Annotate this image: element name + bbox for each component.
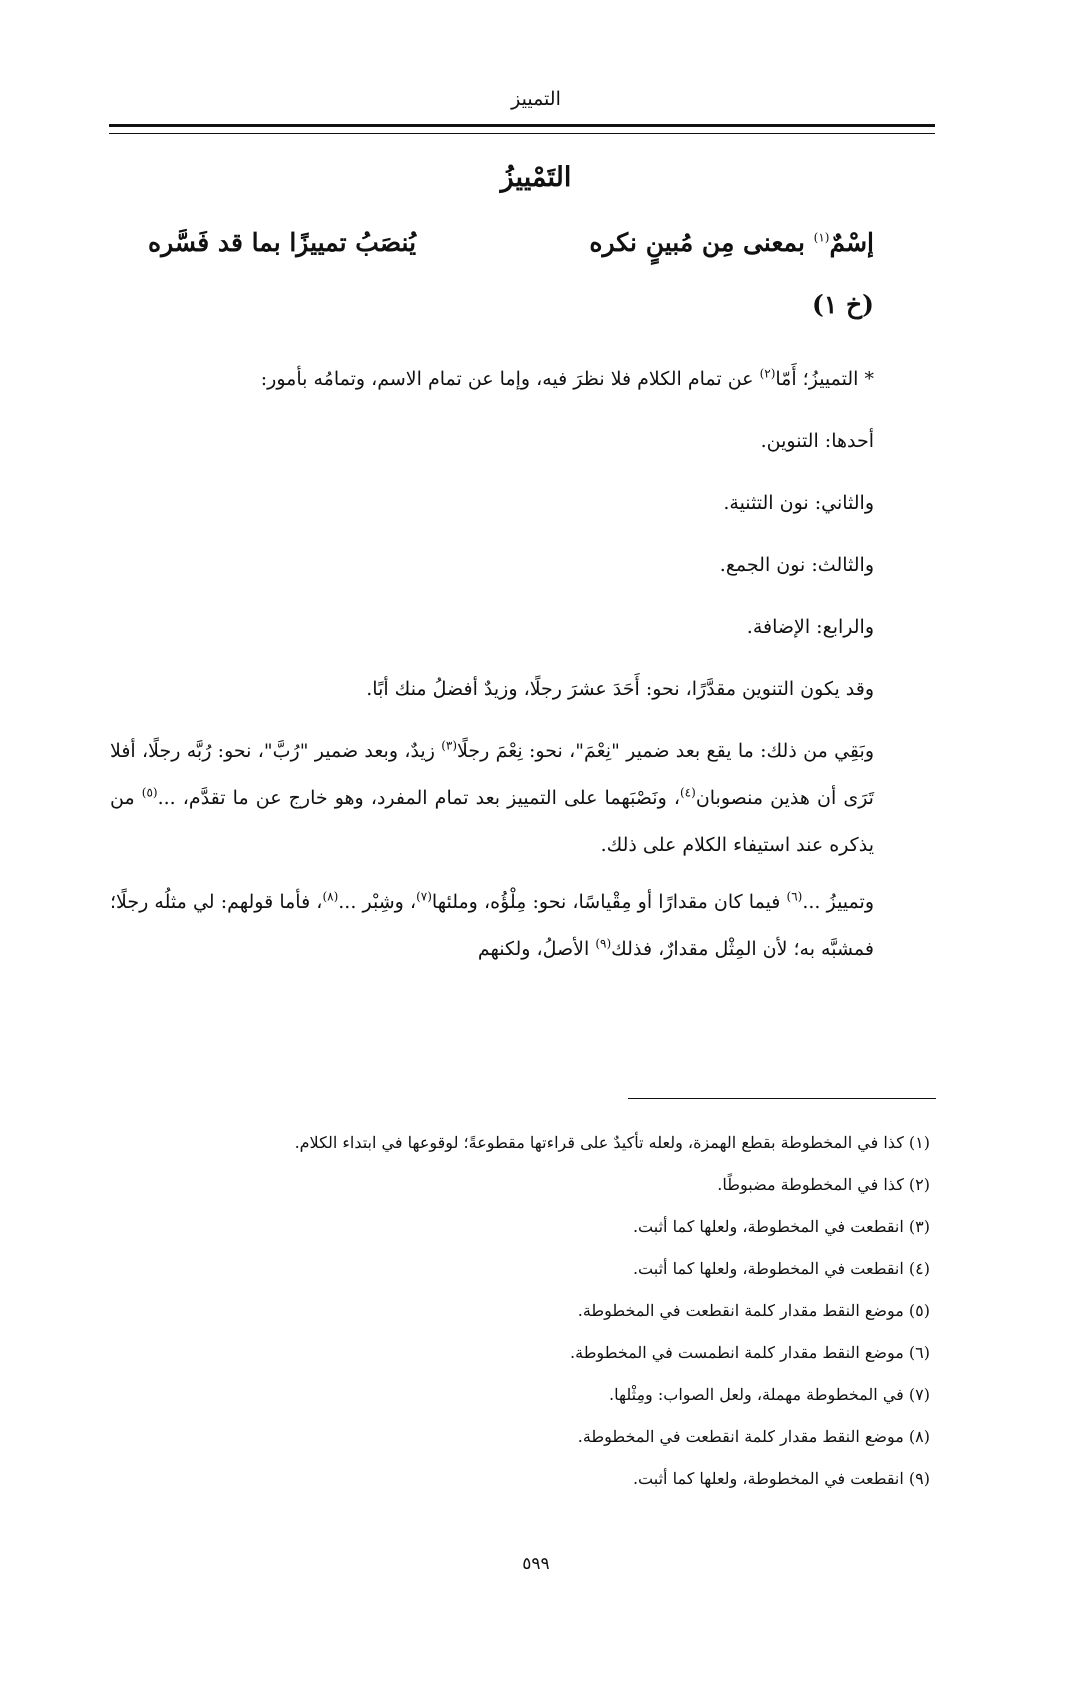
- verse-hemistich-1: [589, 228, 874, 257]
- verse-hemistich-1-rest: بمعنى مِن مُبينٍ نكره: [589, 228, 805, 257]
- footnote-8: (٨) موضع النقط مقدار كلمة انقطعت في المخطوطة.: [577, 1427, 930, 1446]
- paragraph-4: والثالث: نون الجمع.: [719, 554, 874, 576]
- paragraph-8-text-b: فيما كان مقدارًا أو مِقْياسًا، نحو: مِلْؤُه، وملئها: [431, 891, 787, 913]
- paragraph-8-text-d: ، فأما قولهم: لي مثلُه رجلًا؛ فمشبَّه به؛ لأن المِثْل مقدارٌ، فذلك: [110, 891, 874, 960]
- footnote-separator: [628, 1098, 936, 1099]
- paragraph-7-text-c: ، ونَصْبَهما على التمييز بعد تمام المفرد، وهو خارج عن ما تقدَّم، ...: [157, 787, 680, 809]
- footnote-9: (٩) انقطعت في المخطوطة، ولعلها كما أثبت.: [632, 1469, 930, 1488]
- footnote-ref-1: (١): [813, 230, 830, 245]
- footnote-ref-8: (٨): [322, 889, 339, 904]
- footnote-4: (٤) انقطعت في المخطوطة، ولعلها كما أثبت.: [632, 1259, 930, 1278]
- running-head: التمييز: [511, 88, 561, 110]
- footnote-6: (٦) موضع النقط مقدار كلمة انطمست في المخطوطة.: [570, 1343, 930, 1362]
- header-rule-thick: [109, 124, 935, 127]
- footnote-3: (٣) انقطعت في المخطوطة، ولعلها كما أثبت.: [632, 1217, 930, 1236]
- paragraph-7: [110, 728, 874, 869]
- footnotes: [110, 1122, 930, 1500]
- footnote-ref-5: (٥): [141, 785, 158, 800]
- paragraph-7-text-d: من يذكره عند استيفاء الكلام على ذلك.: [110, 787, 874, 856]
- footnote-2: (٢) كذا في المخطوطة مضبوطًا.: [717, 1175, 930, 1194]
- verse-first-word: إسْمٌ: [829, 228, 874, 257]
- footnote-5: (٥) موضع النقط مقدار كلمة انقطعت في المخطوطة.: [577, 1301, 930, 1320]
- paragraph-7-text-b: زيدٌ، وبعد ضمير "رُبَّ"، نحو: رُبَّه رجلًا، أفلا تَرَى أن هذين منصوبان: [110, 740, 874, 809]
- paragraph-1: [110, 348, 874, 410]
- header-rule-thin: [109, 133, 935, 134]
- paragraph-3: والثاني: نون التثنية.: [723, 492, 874, 514]
- paragraph-8-text-e: الأصلُ، ولكنهم: [477, 938, 596, 960]
- footnote-ref-7: (٧): [416, 889, 432, 904]
- chapter-title: التَمْييزُ: [500, 162, 572, 193]
- footnote-ref-9: (٩): [595, 936, 612, 951]
- paragraph-5: والرابع: الإضافة.: [746, 616, 874, 638]
- verse-line: [148, 228, 874, 268]
- paragraph-1-text-a: * التمييزُ؛ أَمّا: [775, 368, 874, 390]
- footnote-1: (١) كذا في المخطوطة بقطع الهمزة، ولعله تأكيدٌ على قراءتها مقطوعةً؛ لوقوعها في ابتداء الكلام.: [294, 1133, 930, 1152]
- paragraph-8: [110, 879, 874, 973]
- verse-reference: (خ ١): [812, 290, 874, 319]
- paragraph-6: وقد يكون التنوين مقدَّرًا، نحو: أَحَدَ عشرَ رجلًا، وزيدٌ أفضلُ منك أبًا.: [366, 678, 874, 700]
- paragraph-7-text-a: وبَقِي من ذلك: ما يقع بعد ضمير "نِعْمَ"، نحو: نِعْمَ رجلًا: [457, 740, 874, 762]
- footnote-ref-3: (٣): [441, 738, 458, 753]
- footnote-7: (٧) في المخطوطة مهملة، ولعل الصواب: ومِثْلها.: [609, 1385, 930, 1404]
- footnote-ref-6: (٦): [786, 889, 803, 904]
- page-number: ٥٩٩: [522, 1554, 550, 1574]
- paragraph-8-text-c: ، وشِبْر ...: [338, 891, 417, 913]
- footnote-ref-2: (٢): [759, 366, 776, 381]
- footnote-ref-4: (٤): [679, 785, 696, 800]
- body-text: [110, 348, 874, 973]
- paragraph-8-text-a: وتمييزُ ...: [802, 891, 874, 913]
- paragraph-1-text-b: عن تمام الكلام فلا نظرَ فيه، وإما عن تمام الاسم، وتمامُه بأمور:: [260, 368, 760, 390]
- verse-hemistich-2: يُنصَبُ تمييزًا بما قد فَسَّره: [148, 228, 417, 257]
- paragraph-2: أحدها: التنوين.: [760, 430, 874, 452]
